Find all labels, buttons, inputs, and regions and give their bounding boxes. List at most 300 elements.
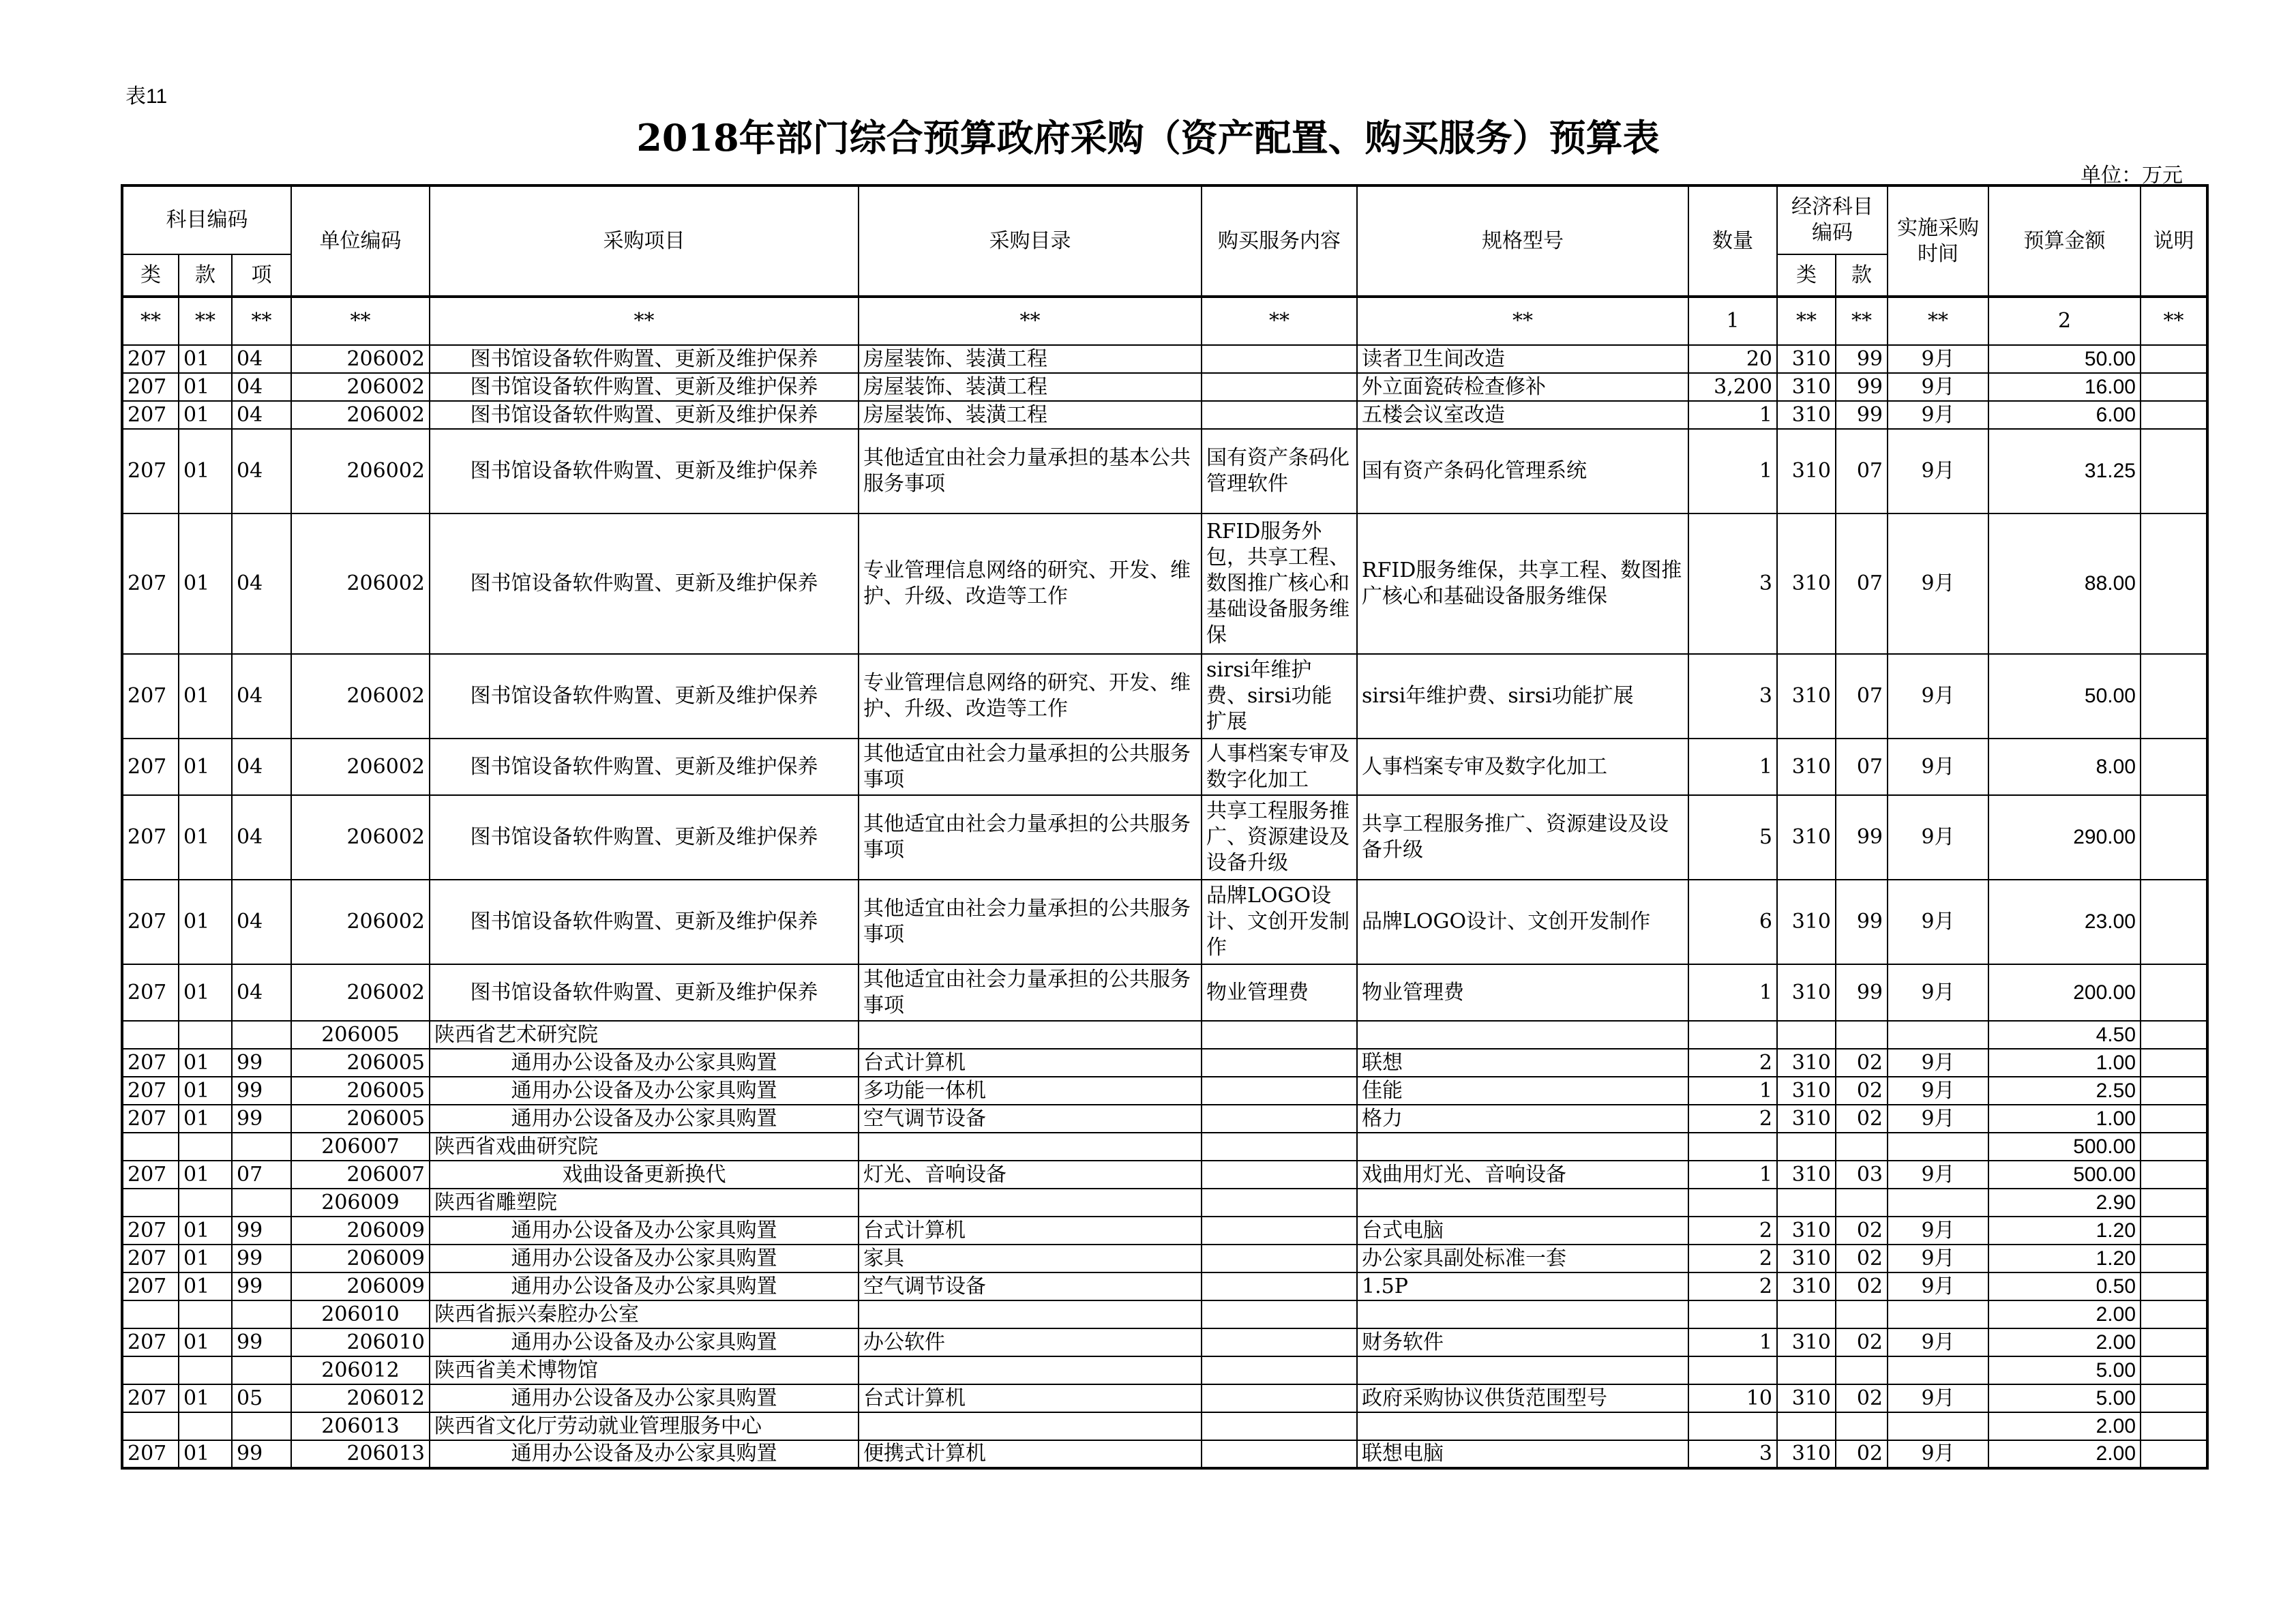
cell-amount: 8.00 bbox=[1988, 739, 2141, 795]
cell-spec: 台式电脑 bbox=[1357, 1217, 1688, 1245]
cell-econ-kuan bbox=[1836, 1189, 1888, 1217]
cell-unit-code: 206009 bbox=[291, 1189, 430, 1217]
cell-lei: 207 bbox=[122, 739, 179, 795]
table-row bbox=[122, 1272, 2207, 1300]
cell-time bbox=[1888, 1189, 1988, 1217]
cell-unit-code: 206002 bbox=[291, 401, 430, 429]
cell-lei: 207 bbox=[122, 1245, 179, 1272]
cell-note bbox=[2141, 513, 2207, 654]
cell-econ-lei: 310 bbox=[1777, 1245, 1836, 1272]
cell-lei: 207 bbox=[122, 795, 179, 880]
table-row bbox=[122, 1328, 2207, 1356]
cell-time: 9月 bbox=[1888, 1440, 1988, 1468]
marker-cell: ** bbox=[232, 297, 291, 345]
cell-xiang: 99 bbox=[232, 1049, 291, 1077]
table-row bbox=[122, 373, 2207, 401]
cell-lei: 207 bbox=[122, 1161, 179, 1189]
table-row bbox=[122, 1077, 2207, 1105]
cell-econ-kuan: 02 bbox=[1836, 1384, 1888, 1412]
cell-catalog: 其他适宜由社会力量承担的基本公共服务事项 bbox=[859, 429, 1202, 513]
marker-cell: ** bbox=[1357, 297, 1688, 345]
cell-spec bbox=[1357, 1021, 1688, 1049]
cell-service bbox=[1202, 1412, 1357, 1440]
cell-amount: 1.00 bbox=[1988, 1049, 2141, 1077]
cell-note bbox=[2141, 1217, 2207, 1245]
cell-qty: 3 bbox=[1688, 513, 1777, 654]
cell-econ-kuan: 03 bbox=[1836, 1161, 1888, 1189]
cell-econ-lei bbox=[1777, 1412, 1836, 1440]
cell-qty: 1 bbox=[1688, 429, 1777, 513]
cell-kuan: 01 bbox=[179, 1077, 232, 1105]
cell-note bbox=[2141, 654, 2207, 739]
header-time: 实施采购时间 bbox=[1888, 185, 1988, 297]
cell-qty bbox=[1688, 1412, 1777, 1440]
cell-catalog bbox=[859, 1300, 1202, 1328]
cell-econ-lei: 310 bbox=[1777, 1217, 1836, 1245]
cell-unit-code: 206007 bbox=[291, 1161, 430, 1189]
group-row bbox=[122, 1189, 2207, 1217]
cell-item: 通用办公设备及办公家具购置 bbox=[430, 1217, 859, 1245]
cell-econ-kuan: 99 bbox=[1836, 345, 1888, 373]
cell-econ-lei: 310 bbox=[1777, 1440, 1836, 1468]
cell-item: 图书馆设备软件购置、更新及维护保养 bbox=[430, 795, 859, 880]
marker-cell: ** bbox=[291, 297, 430, 345]
cell-note bbox=[2141, 1049, 2207, 1077]
header-econ-lei: 类 bbox=[1777, 254, 1836, 297]
cell-qty: 2 bbox=[1688, 1105, 1777, 1133]
cell-lei bbox=[122, 1412, 179, 1440]
cell-item: 图书馆设备软件购置、更新及维护保养 bbox=[430, 964, 859, 1021]
cell-econ-lei: 310 bbox=[1777, 373, 1836, 401]
cell-item: 图书馆设备软件购置、更新及维护保养 bbox=[430, 739, 859, 795]
cell-amount: 50.00 bbox=[1988, 654, 2141, 739]
cell-xiang bbox=[232, 1021, 291, 1049]
cell-item: 通用办公设备及办公家具购置 bbox=[430, 1077, 859, 1105]
cell-catalog: 便携式计算机 bbox=[859, 1440, 1202, 1468]
cell-kuan: 01 bbox=[179, 654, 232, 739]
cell-catalog: 家具 bbox=[859, 1245, 1202, 1272]
unit-label: 单位：万元 bbox=[2081, 164, 2183, 188]
cell-spec: 财务软件 bbox=[1357, 1328, 1688, 1356]
cell-item: 戏曲设备更新换代 bbox=[430, 1161, 859, 1189]
cell-econ-lei bbox=[1777, 1189, 1836, 1217]
cell-econ-kuan bbox=[1836, 1021, 1888, 1049]
cell-note bbox=[2141, 1440, 2207, 1468]
cell-unit-code: 206007 bbox=[291, 1133, 430, 1161]
cell-qty bbox=[1688, 1021, 1777, 1049]
cell-unit-code: 206010 bbox=[291, 1300, 430, 1328]
cell-amount: 6.00 bbox=[1988, 401, 2141, 429]
cell-xiang bbox=[232, 1189, 291, 1217]
cell-unit-code: 206009 bbox=[291, 1217, 430, 1245]
cell-spec bbox=[1357, 1300, 1688, 1328]
cell-lei: 207 bbox=[122, 1440, 179, 1468]
cell-spec: sirsi年维护费、sirsi功能扩展 bbox=[1357, 654, 1688, 739]
cell-spec bbox=[1357, 1412, 1688, 1440]
cell-time: 9月 bbox=[1888, 1049, 1988, 1077]
cell-unit-code: 206005 bbox=[291, 1077, 430, 1105]
cell-time: 9月 bbox=[1888, 1272, 1988, 1300]
cell-spec: 人事档案专审及数字化加工 bbox=[1357, 739, 1688, 795]
cell-time: 9月 bbox=[1888, 964, 1988, 1021]
cell-econ-kuan: 99 bbox=[1836, 795, 1888, 880]
cell-kuan bbox=[179, 1356, 232, 1384]
cell-xiang: 05 bbox=[232, 1384, 291, 1412]
header-service: 购买服务内容 bbox=[1202, 185, 1357, 297]
cell-unit-code: 206002 bbox=[291, 964, 430, 1021]
cell-kuan: 01 bbox=[179, 401, 232, 429]
marker-cell: 2 bbox=[1988, 297, 2141, 345]
marker-cell: ** bbox=[1777, 297, 1836, 345]
cell-lei: 207 bbox=[122, 964, 179, 1021]
page-title: 2018年部门综合预算政府采购（资产配置、购买服务）预算表 bbox=[636, 116, 1660, 160]
cell-amount: 88.00 bbox=[1988, 513, 2141, 654]
cell-econ-kuan: 07 bbox=[1836, 739, 1888, 795]
cell-kuan: 01 bbox=[179, 795, 232, 880]
cell-amount: 2.50 bbox=[1988, 1077, 2141, 1105]
cell-note bbox=[2141, 1021, 2207, 1049]
cell-catalog: 其他适宜由社会力量承担的公共服务事项 bbox=[859, 795, 1202, 880]
cell-econ-kuan: 02 bbox=[1836, 1049, 1888, 1077]
cell-item: 陕西省戏曲研究院 bbox=[430, 1133, 859, 1161]
cell-econ-kuan: 02 bbox=[1836, 1217, 1888, 1245]
header-item: 采购项目 bbox=[430, 185, 859, 297]
cell-item: 通用办公设备及办公家具购置 bbox=[430, 1245, 859, 1272]
cell-qty: 10 bbox=[1688, 1384, 1777, 1412]
cell-lei bbox=[122, 1021, 179, 1049]
cell-catalog: 灯光、音响设备 bbox=[859, 1161, 1202, 1189]
group-row bbox=[122, 1412, 2207, 1440]
cell-econ-lei: 310 bbox=[1777, 429, 1836, 513]
cell-amount: 1.20 bbox=[1988, 1245, 2141, 1272]
marker-cell: ** bbox=[430, 297, 859, 345]
cell-econ-kuan: 07 bbox=[1836, 654, 1888, 739]
cell-kuan: 01 bbox=[179, 964, 232, 1021]
cell-note bbox=[2141, 1356, 2207, 1384]
cell-amount: 0.50 bbox=[1988, 1272, 2141, 1300]
table-row bbox=[122, 795, 2207, 880]
cell-item: 通用办公设备及办公家具购置 bbox=[430, 1328, 859, 1356]
table-row bbox=[122, 513, 2207, 654]
cell-kuan: 01 bbox=[179, 373, 232, 401]
cell-kuan bbox=[179, 1300, 232, 1328]
cell-time: 9月 bbox=[1888, 429, 1988, 513]
cell-econ-lei: 310 bbox=[1777, 1049, 1836, 1077]
cell-unit-code: 206005 bbox=[291, 1021, 430, 1049]
cell-qty: 3,200 bbox=[1688, 373, 1777, 401]
cell-service bbox=[1202, 1133, 1357, 1161]
cell-lei: 207 bbox=[122, 1105, 179, 1133]
cell-unit-code: 206002 bbox=[291, 373, 430, 401]
cell-xiang: 99 bbox=[232, 1272, 291, 1300]
cell-kuan bbox=[179, 1133, 232, 1161]
cell-spec bbox=[1357, 1133, 1688, 1161]
cell-unit-code: 206002 bbox=[291, 654, 430, 739]
cell-econ-lei bbox=[1777, 1300, 1836, 1328]
cell-amount: 2.00 bbox=[1988, 1300, 2141, 1328]
group-row bbox=[122, 1300, 2207, 1328]
cell-econ-lei: 310 bbox=[1777, 795, 1836, 880]
cell-time: 9月 bbox=[1888, 1384, 1988, 1412]
cell-amount: 5.00 bbox=[1988, 1384, 2141, 1412]
cell-catalog: 房屋装饰、装潢工程 bbox=[859, 401, 1202, 429]
cell-service bbox=[1202, 1440, 1357, 1468]
cell-time: 9月 bbox=[1888, 1328, 1988, 1356]
cell-spec: 物业管理费 bbox=[1357, 964, 1688, 1021]
cell-service bbox=[1202, 1272, 1357, 1300]
cell-econ-lei: 310 bbox=[1777, 345, 1836, 373]
cell-lei: 207 bbox=[122, 1384, 179, 1412]
cell-kuan: 01 bbox=[179, 1328, 232, 1356]
cell-note bbox=[2141, 373, 2207, 401]
table-row bbox=[122, 1384, 2207, 1412]
marker-cell: ** bbox=[859, 297, 1202, 345]
cell-amount: 500.00 bbox=[1988, 1133, 2141, 1161]
cell-service: 国有资产条码化管理软件 bbox=[1202, 429, 1357, 513]
cell-amount: 2.00 bbox=[1988, 1328, 2141, 1356]
cell-qty: 1 bbox=[1688, 1077, 1777, 1105]
cell-kuan: 01 bbox=[179, 1440, 232, 1468]
cell-econ-lei: 310 bbox=[1777, 739, 1836, 795]
cell-spec: 国有资产条码化管理系统 bbox=[1357, 429, 1688, 513]
cell-service bbox=[1202, 1384, 1357, 1412]
cell-xiang: 04 bbox=[232, 513, 291, 654]
cell-note bbox=[2141, 1384, 2207, 1412]
cell-spec: 五楼会议室改造 bbox=[1357, 401, 1688, 429]
cell-service bbox=[1202, 1189, 1357, 1217]
table-row bbox=[122, 401, 2207, 429]
cell-item: 陕西省文化厅劳动就业管理服务中心 bbox=[430, 1412, 859, 1440]
cell-service: 共享工程服务推广、资源建设及设备升级 bbox=[1202, 795, 1357, 880]
cell-kuan: 01 bbox=[179, 345, 232, 373]
cell-spec: 外立面瓷砖检查修补 bbox=[1357, 373, 1688, 401]
cell-qty: 3 bbox=[1688, 654, 1777, 739]
cell-service bbox=[1202, 345, 1357, 373]
table-row bbox=[122, 739, 2207, 795]
cell-note bbox=[2141, 1272, 2207, 1300]
cell-unit-code: 206012 bbox=[291, 1384, 430, 1412]
cell-time: 9月 bbox=[1888, 795, 1988, 880]
cell-econ-lei: 310 bbox=[1777, 1161, 1836, 1189]
cell-amount: 2.00 bbox=[1988, 1440, 2141, 1468]
cell-lei: 207 bbox=[122, 1077, 179, 1105]
cell-note bbox=[2141, 1300, 2207, 1328]
marker-cell: ** bbox=[179, 297, 232, 345]
cell-xiang: 04 bbox=[232, 345, 291, 373]
cell-qty bbox=[1688, 1189, 1777, 1217]
cell-unit-code: 206002 bbox=[291, 795, 430, 880]
cell-service: 人事档案专审及数字化加工 bbox=[1202, 739, 1357, 795]
header-note: 说明 bbox=[2141, 185, 2207, 297]
cell-kuan: 01 bbox=[179, 1049, 232, 1077]
cell-lei: 207 bbox=[122, 880, 179, 964]
cell-qty: 1 bbox=[1688, 401, 1777, 429]
cell-amount: 290.00 bbox=[1988, 795, 2141, 880]
cell-lei bbox=[122, 1356, 179, 1384]
cell-item: 通用办公设备及办公家具购置 bbox=[430, 1272, 859, 1300]
cell-lei bbox=[122, 1133, 179, 1161]
cell-note bbox=[2141, 1077, 2207, 1105]
cell-econ-lei: 310 bbox=[1777, 401, 1836, 429]
cell-qty bbox=[1688, 1300, 1777, 1328]
cell-spec: 读者卫生间改造 bbox=[1357, 345, 1688, 373]
marker-cell: ** bbox=[1836, 297, 1888, 345]
cell-econ-kuan: 02 bbox=[1836, 1440, 1888, 1468]
cell-kuan: 01 bbox=[179, 739, 232, 795]
cell-econ-lei: 310 bbox=[1777, 880, 1836, 964]
cell-catalog: 房屋装饰、装潢工程 bbox=[859, 345, 1202, 373]
cell-time bbox=[1888, 1356, 1988, 1384]
cell-econ-lei: 310 bbox=[1777, 1272, 1836, 1300]
cell-catalog bbox=[859, 1189, 1202, 1217]
table-row bbox=[122, 429, 2207, 513]
cell-kuan bbox=[179, 1189, 232, 1217]
table-row bbox=[122, 1245, 2207, 1272]
cell-kuan: 01 bbox=[179, 880, 232, 964]
cell-qty: 2 bbox=[1688, 1217, 1777, 1245]
cell-xiang: 04 bbox=[232, 373, 291, 401]
cell-time: 9月 bbox=[1888, 654, 1988, 739]
cell-amount: 31.25 bbox=[1988, 429, 2141, 513]
cell-amount: 2.00 bbox=[1988, 1412, 2141, 1440]
table-row bbox=[122, 1049, 2207, 1077]
cell-time: 9月 bbox=[1888, 345, 1988, 373]
cell-econ-kuan bbox=[1836, 1300, 1888, 1328]
cell-item: 通用办公设备及办公家具购置 bbox=[430, 1049, 859, 1077]
cell-time: 9月 bbox=[1888, 880, 1988, 964]
cell-qty: 5 bbox=[1688, 795, 1777, 880]
cell-catalog bbox=[859, 1412, 1202, 1440]
cell-amount: 4.50 bbox=[1988, 1021, 2141, 1049]
cell-note bbox=[2141, 345, 2207, 373]
cell-note bbox=[2141, 1245, 2207, 1272]
cell-lei: 207 bbox=[122, 401, 179, 429]
cell-catalog: 专业管理信息网络的研究、开发、维护、升级、改造等工作 bbox=[859, 654, 1202, 739]
cell-catalog: 其他适宜由社会力量承担的公共服务事项 bbox=[859, 964, 1202, 1021]
cell-spec: 联想电脑 bbox=[1357, 1440, 1688, 1468]
cell-unit-code: 206010 bbox=[291, 1328, 430, 1356]
cell-spec bbox=[1357, 1189, 1688, 1217]
header-catalog: 采购目录 bbox=[859, 185, 1202, 297]
cell-xiang: 99 bbox=[232, 1328, 291, 1356]
cell-service bbox=[1202, 1245, 1357, 1272]
cell-time: 9月 bbox=[1888, 373, 1988, 401]
marker-cell: ** bbox=[1888, 297, 1988, 345]
cell-catalog: 台式计算机 bbox=[859, 1049, 1202, 1077]
cell-unit-code: 206002 bbox=[291, 880, 430, 964]
cell-time: 9月 bbox=[1888, 1217, 1988, 1245]
cell-lei bbox=[122, 1300, 179, 1328]
cell-qty bbox=[1688, 1133, 1777, 1161]
cell-spec: 格力 bbox=[1357, 1105, 1688, 1133]
marker-row bbox=[122, 297, 2207, 345]
header-amount: 预算金额 bbox=[1988, 185, 2141, 297]
cell-note bbox=[2141, 429, 2207, 513]
header-unit-code: 单位编码 bbox=[291, 185, 430, 297]
cell-item: 陕西省美术博物馆 bbox=[430, 1356, 859, 1384]
cell-econ-lei: 310 bbox=[1777, 513, 1836, 654]
cell-service bbox=[1202, 1217, 1357, 1245]
cell-xiang: 99 bbox=[232, 1245, 291, 1272]
cell-qty: 3 bbox=[1688, 1440, 1777, 1468]
cell-qty: 2 bbox=[1688, 1049, 1777, 1077]
cell-note bbox=[2141, 880, 2207, 964]
cell-item: 图书馆设备软件购置、更新及维护保养 bbox=[430, 345, 859, 373]
cell-kuan bbox=[179, 1412, 232, 1440]
cell-amount: 1.00 bbox=[1988, 1105, 2141, 1133]
cell-time bbox=[1888, 1021, 1988, 1049]
cell-econ-kuan: 02 bbox=[1836, 1272, 1888, 1300]
table-row bbox=[122, 1440, 2207, 1468]
cell-item: 图书馆设备软件购置、更新及维护保养 bbox=[430, 373, 859, 401]
cell-service bbox=[1202, 1328, 1357, 1356]
cell-lei: 207 bbox=[122, 1217, 179, 1245]
cell-econ-lei bbox=[1777, 1021, 1836, 1049]
cell-econ-kuan: 02 bbox=[1836, 1105, 1888, 1133]
cell-catalog: 专业管理信息网络的研究、开发、维护、升级、改造等工作 bbox=[859, 513, 1202, 654]
cell-spec: 共享工程服务推广、资源建设及设备升级 bbox=[1357, 795, 1688, 880]
cell-catalog: 房屋装饰、装潢工程 bbox=[859, 373, 1202, 401]
cell-unit-code: 206002 bbox=[291, 739, 430, 795]
cell-kuan: 01 bbox=[179, 1245, 232, 1272]
cell-lei: 207 bbox=[122, 373, 179, 401]
cell-amount: 200.00 bbox=[1988, 964, 2141, 1021]
cell-econ-lei bbox=[1777, 1356, 1836, 1384]
cell-qty: 2 bbox=[1688, 1272, 1777, 1300]
cell-unit-code: 206002 bbox=[291, 429, 430, 513]
budget-table bbox=[121, 184, 2209, 1470]
cell-time bbox=[1888, 1133, 1988, 1161]
cell-xiang bbox=[232, 1356, 291, 1384]
cell-item: 图书馆设备软件购置、更新及维护保养 bbox=[430, 401, 859, 429]
cell-econ-kuan: 07 bbox=[1836, 429, 1888, 513]
cell-service bbox=[1202, 1021, 1357, 1049]
cell-xiang: 04 bbox=[232, 654, 291, 739]
cell-xiang: 07 bbox=[232, 1161, 291, 1189]
cell-unit-code: 206013 bbox=[291, 1440, 430, 1468]
cell-note bbox=[2141, 1412, 2207, 1440]
cell-catalog: 多功能一体机 bbox=[859, 1077, 1202, 1105]
cell-xiang: 04 bbox=[232, 401, 291, 429]
cell-qty: 6 bbox=[1688, 880, 1777, 964]
cell-econ-kuan bbox=[1836, 1133, 1888, 1161]
cell-note bbox=[2141, 1189, 2207, 1217]
cell-xiang: 99 bbox=[232, 1440, 291, 1468]
cell-time: 9月 bbox=[1888, 739, 1988, 795]
cell-time: 9月 bbox=[1888, 1161, 1988, 1189]
cell-econ-kuan: 02 bbox=[1836, 1077, 1888, 1105]
table-id: 表11 bbox=[125, 85, 168, 108]
cell-econ-kuan: 02 bbox=[1836, 1328, 1888, 1356]
cell-amount: 2.90 bbox=[1988, 1189, 2141, 1217]
cell-spec: 品牌LOGO设计、文创开发制作 bbox=[1357, 880, 1688, 964]
cell-spec: 政府采购协议供货范围型号 bbox=[1357, 1384, 1688, 1412]
cell-spec: RFID服务维保，共享工程、数图推广核心和基础设备服务维保 bbox=[1357, 513, 1688, 654]
header-subject-code: 科目编码 bbox=[122, 185, 291, 254]
cell-lei: 207 bbox=[122, 1272, 179, 1300]
cell-item: 图书馆设备软件购置、更新及维护保养 bbox=[430, 654, 859, 739]
cell-service bbox=[1202, 1161, 1357, 1189]
cell-item: 陕西省雕塑院 bbox=[430, 1189, 859, 1217]
cell-xiang bbox=[232, 1300, 291, 1328]
cell-lei: 207 bbox=[122, 345, 179, 373]
cell-catalog bbox=[859, 1133, 1202, 1161]
marker-cell: ** bbox=[2141, 297, 2207, 345]
group-row bbox=[122, 1021, 2207, 1049]
cell-spec: 联想 bbox=[1357, 1049, 1688, 1077]
cell-econ-kuan: 07 bbox=[1836, 513, 1888, 654]
cell-item: 通用办公设备及办公家具购置 bbox=[430, 1384, 859, 1412]
